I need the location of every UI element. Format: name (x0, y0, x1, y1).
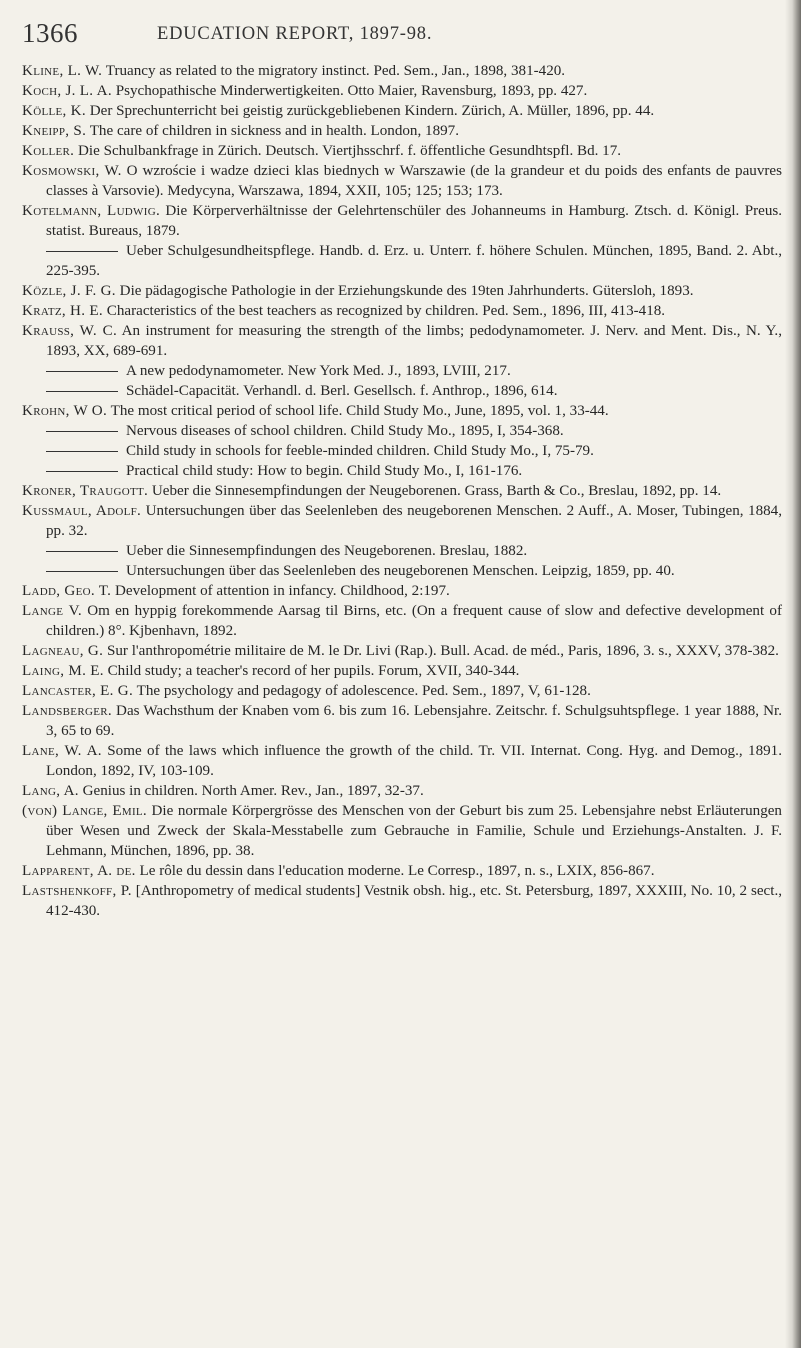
bibliography-entry (22, 481, 782, 501)
entry-text: Practical child study: How to begin. Child Study Mo., I, 161-176. (126, 463, 523, 479)
entry-text: Le rôle du dessin dans l'education moderne. Le Corresp., 1897, n. s., LXIX, 856-867. (139, 863, 655, 879)
bibliography-entry-ditto (22, 561, 782, 581)
entry-text: Untersuchungen über das Seelenleben des neugeborenen Menschen. 2 Auff., A. Moser, Tubingen, 1884, pp. 32. (46, 503, 782, 539)
bibliography-entry (22, 581, 782, 601)
entry-text: An instrument for measuring the strength of the limbs; pedodynamometer. J. Nerv. and Ment. Dis., N. Y., 1893, XX, 689-691. (46, 323, 782, 359)
book-spine-shadow (785, 0, 801, 1348)
entry-author: Lagneau, G. (22, 643, 104, 659)
bibliography-entry-ditto (22, 441, 782, 461)
bibliography-entry (22, 861, 782, 881)
bibliography-entry (22, 141, 782, 161)
entry-text: O wzroście i wadze dzieci klas biednych w Warszawie (de la grandeur et du poids des enfants de pauvres classes à Varsovie). Medycyna, Warszawa, 1894, XXII, 105; 125; 153; 173. (46, 163, 782, 199)
entry-author: Kosmowski, W. (22, 163, 122, 179)
entry-author: Ladd, Geo. T. (22, 583, 112, 599)
bibliography-entry (22, 401, 782, 421)
bibliography-entry (22, 281, 782, 301)
entry-author: Lancaster, E. G. (22, 683, 134, 699)
bibliography-entry-ditto (22, 381, 782, 401)
entry-text: Om en hyppig forekommende Aarsag til Birns, etc. (On a frequent cause of slow and defective development of children.) 8°. Kjbenhavn, 1892. (46, 603, 782, 639)
ditto-dash (46, 471, 118, 472)
entry-text: [Anthropometry of medical students] Vestnik obsh. hig., etc. St. Petersburg, 1897, XXXIII, No. 10, 2 sect., 412-430. (46, 883, 782, 919)
entry-author: Lang, A. (22, 783, 79, 799)
bibliography-entry (22, 601, 782, 641)
entry-author: Kneipp, S. (22, 123, 87, 139)
entry-author: Kline, L. W. (22, 63, 103, 79)
entry-text: Truancy as related to the migratory instinct. Ped. Sem., Jan., 1898, 381-420. (105, 63, 566, 79)
entry-author: Krauss, W. C. (22, 323, 118, 339)
entry-text: Child study; a teacher's record of her pupils. Forum, XVII, 340-344. (107, 663, 520, 679)
entry-text: Das Wachsthum der Knaben vom 6. bis zum 16. Lebensjahre. Zeitschr. f. Schulgsuhtspflege. 1 year 1888, Nr. 3, 65 to 69. (46, 703, 783, 739)
entry-author: Koch, J. L. A. (22, 83, 112, 99)
entry-text: Untersuchungen über das Seelenleben des neugeborenen Menschen. Leipzig, 1859, pp. 40. (126, 563, 675, 579)
bibliography-entry-ditto (22, 241, 782, 281)
entry-text: Psychopathische Minderwertigkeiten. Otto Maier, Ravensburg, 1893, pp. 427. (115, 83, 588, 99)
entry-author: Kölle, K. (22, 103, 86, 119)
entry-author: Kroner, Traugott. (22, 483, 149, 499)
bibliography-entry-ditto (22, 361, 782, 381)
ditto-dash (46, 391, 118, 392)
bibliography-entry (22, 81, 782, 101)
entry-text: Some of the laws which influence the growth of the child. Tr. VII. Internat. Cong. Hyg. and Demog., 1891. London, 1892, IV, 103-109. (46, 743, 782, 779)
entry-text: The care of children in sickness and in health. London, 1897. (89, 123, 459, 139)
bibliography-entry (22, 101, 782, 121)
bibliography-entry-ditto (22, 461, 782, 481)
running-head: EDUCATION REPORT, 1897-98. (157, 24, 433, 44)
bibliography-entry (22, 641, 782, 661)
entry-text: Sur l'anthropométrie militaire de M. le Dr. Livi (Rap.). Bull. Acad. de méd., Paris, 1896, 3. s., XXXV, 378-382. (106, 643, 779, 659)
entry-text: The most critical period of school life. Child Study Mo., June, 1895, vol. 1, 33-44. (110, 403, 609, 419)
entry-author: Lange V. (22, 603, 82, 619)
entry-text: The psychology and pedagogy of adolescence. Ped. Sem., 1897, V, 61-128. (136, 683, 591, 699)
entry-author: Koller. (22, 143, 75, 159)
entry-text: Ueber die Sinnesempfindungen des Neugeborenen. Breslau, 1882. (126, 543, 528, 559)
bibliography-entry-ditto (22, 541, 782, 561)
entry-author: Kratz, H. E. (22, 303, 103, 319)
entry-text: Die Schulbankfrage in Zürich. Deutsch. Viertjhsschrf. f. öffentliche Gesundhtspfl. Bd. 17. (78, 143, 622, 159)
bibliography-entry (22, 701, 782, 741)
ditto-dash (46, 451, 118, 452)
entry-author: Landsberger. (22, 703, 112, 719)
entry-author: Kotelmann, Ludwig. (22, 203, 161, 219)
entry-text: Schädel-Capacität. Verhandl. d. Berl. Gesellsch. f. Anthrop., 1896, 614. (126, 383, 558, 399)
entry-text: Die normale Körpergrösse des Menschen von der Geburt bis zum 25. Lebensjahre nebst Erläuterungen über Wesen und Zweck der Skala-Messtabelle zum Gebrauche in Familie, Schule und Erziehungs-Anstalten. J. F. Lehmann, München, 1896, pp. 38. (46, 803, 782, 859)
entry-author: Lastshenkoff, P. (22, 883, 132, 899)
entry-author: Lapparent, A. de. (22, 863, 136, 879)
bibliography-entry (22, 61, 782, 81)
entry-author: Laing, M. E. (22, 663, 104, 679)
ditto-dash (46, 371, 118, 372)
ditto-dash (46, 251, 118, 252)
entry-text: Die pädagogische Pathologie in der Erziehungskunde des 19ten Jahrhunderts. Gütersloh, 1893. (119, 283, 694, 299)
bibliography-list (22, 61, 782, 921)
ditto-dash (46, 431, 118, 432)
ditto-dash (46, 551, 118, 552)
entry-author: (von) Lange, Emil. (22, 803, 148, 819)
bibliography-entry (22, 741, 782, 781)
entry-text: A new pedodynamometer. New York Med. J., 1893, LVIII, 217. (126, 363, 511, 379)
entry-text: Nervous diseases of school children. Child Study Mo., 1895, I, 354-368. (126, 423, 564, 439)
bibliography-entry-ditto (22, 421, 782, 441)
entry-author: Kussmaul, Adolf. (22, 503, 142, 519)
bibliography-entry (22, 121, 782, 141)
bibliography-entry (22, 321, 782, 361)
bibliography-entry (22, 881, 782, 921)
entry-text: Child study in schools for feeble-minded children. Child Study Mo., I, 75-79. (126, 443, 594, 459)
entry-author: Krohn, W O. (22, 403, 108, 419)
bibliography-entry (22, 801, 782, 861)
entry-text: Genius in children. North Amer. Rev., Jan., 1897, 32-37. (82, 783, 424, 799)
entry-text: Ueber die Sinnesempfindungen der Neugeborenen. Grass, Barth & Co., Breslau, 1892, pp. 14. (151, 483, 722, 499)
bibliography-entry (22, 501, 782, 541)
entry-author: Lane, W. A. (22, 743, 102, 759)
bibliography-entry (22, 661, 782, 681)
entry-text: Characteristics of the best teachers as recognized by children. Ped. Sem., 1896, III, 413-418. (106, 303, 666, 319)
page-header (22, 18, 782, 48)
bibliography-entry (22, 201, 782, 241)
entry-text: Development of attention in infancy. Childhood, 2:197. (115, 583, 450, 599)
entry-author: Közle, J. F. G. (22, 283, 116, 299)
bibliography-entry (22, 781, 782, 801)
entry-text: Die Körperverhältnisse der Gelehrtenschüler des Johanneums in Hamburg. Ztsch. d. Königl. Preus. statist. Bureaus, 1879. (46, 203, 783, 239)
ditto-dash (46, 571, 118, 572)
bibliography-entry (22, 161, 782, 201)
page-number: 1366 (22, 18, 78, 48)
entry-text: Der Sprechunterricht bei geistig zurückgebliebenen Kindern. Zürich, A. Müller, 1896, pp. 44. (89, 103, 655, 119)
entry-text: Ueber Schulgesundheitspflege. Handb. d. Erz. u. Unterr. f. höhere Schulen. München, 1895, Band. 2. Abt., 225-395. (46, 243, 782, 279)
bibliography-entry (22, 681, 782, 701)
bibliography-entry (22, 301, 782, 321)
